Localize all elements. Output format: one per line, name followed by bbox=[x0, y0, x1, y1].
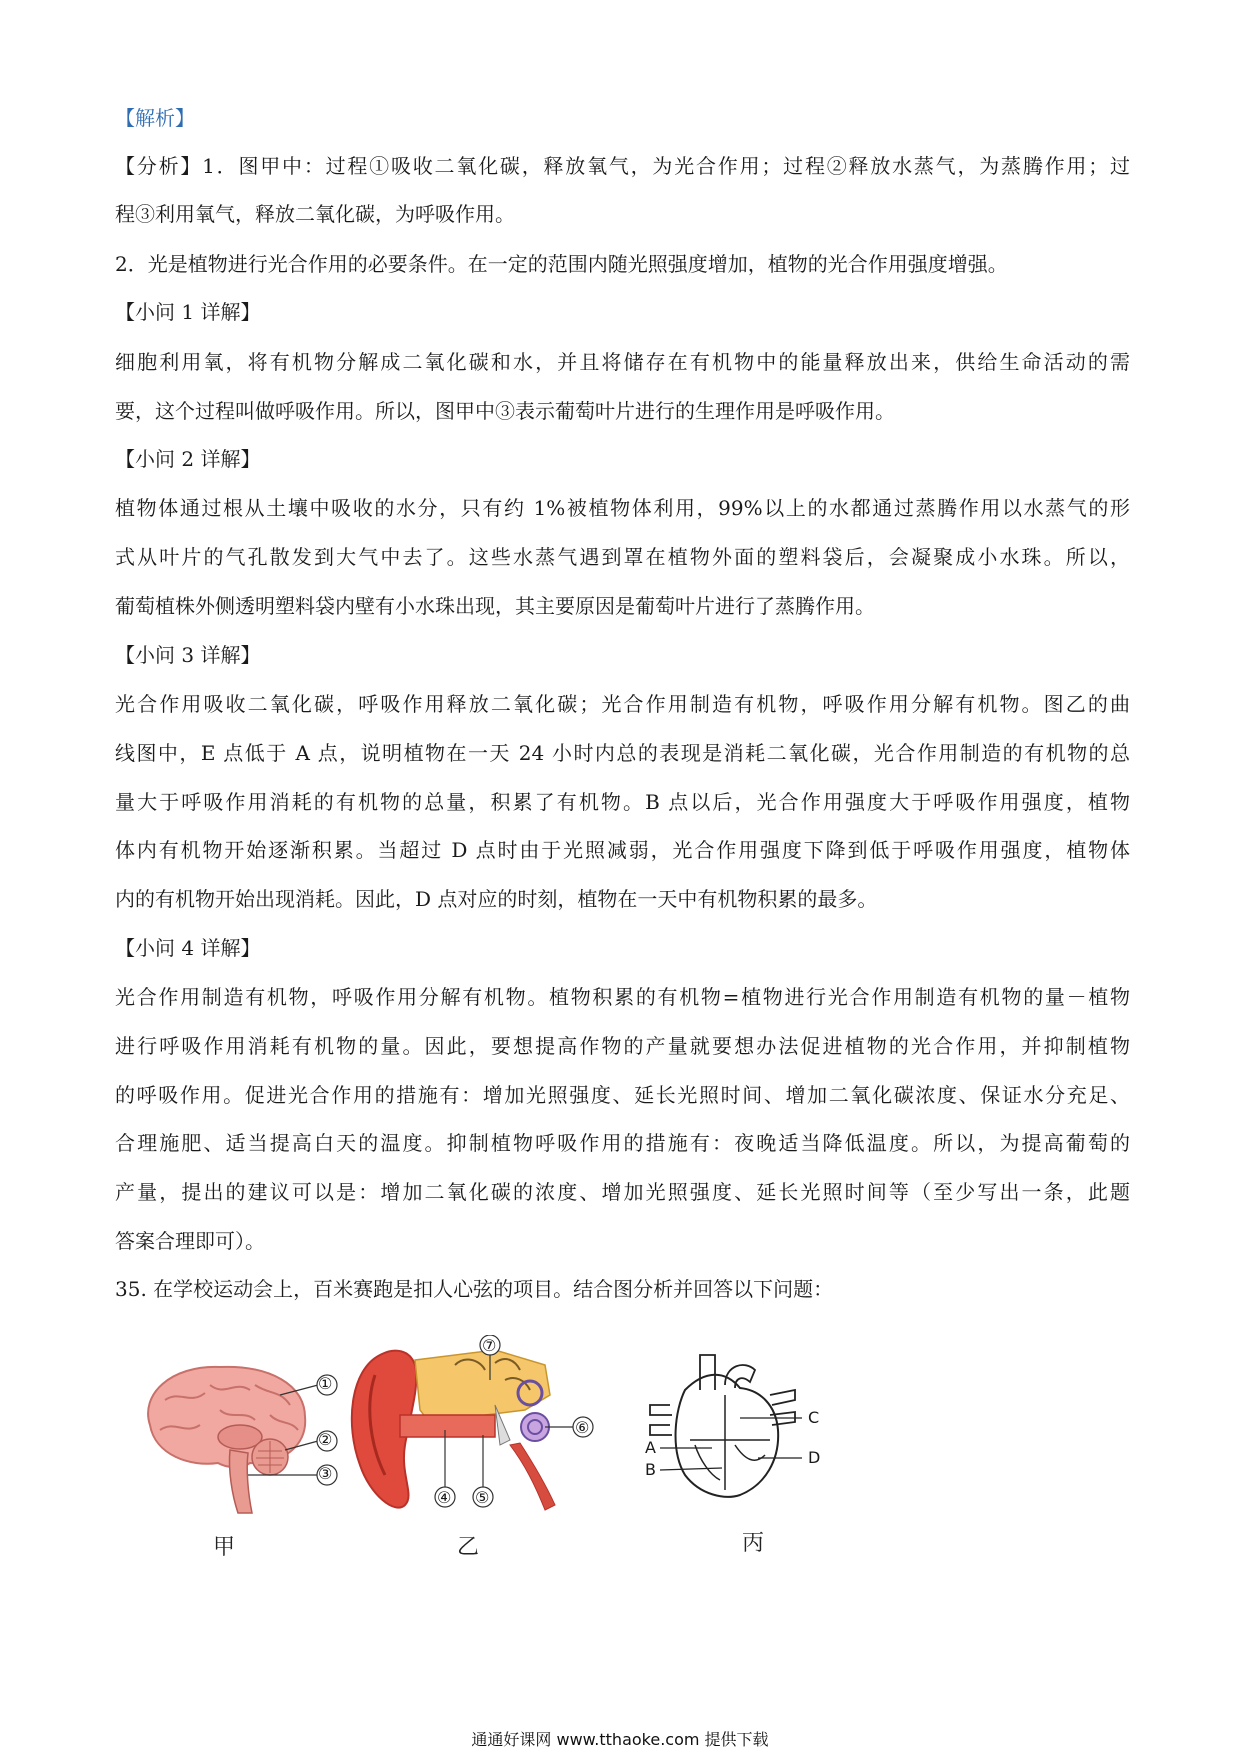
q2-line-3: 葡萄植株外侧透明塑料袋内壁有小水珠出现，其主要原因是葡萄叶片进行了蒸腾作用。 bbox=[115, 594, 875, 618]
q2-line-1: 植物体通过根从土壤中吸收的水分，只有约 1%被植物体利用，99%以上的水都通过蒸腾作用以水蒸气的形 bbox=[115, 496, 1130, 520]
q4-line-1: 光合作用制造有机物，呼吸作用分解有机物。植物积累的有机物=植物进行光合作用制造有机物的量－植物 bbox=[115, 985, 1130, 1009]
analysis-line-1: 【分析】1．图甲中：过程①吸收二氧化碳，释放氧气，为光合作用；过程②释放水蒸气，为蒸腾作用；过 bbox=[115, 154, 1130, 178]
heart-figure bbox=[630, 1350, 850, 1520]
q4-line-6: 答案合理即可）。 bbox=[115, 1229, 265, 1253]
ear-label-5: ⑤ bbox=[475, 1488, 490, 1507]
figure-caption-bing: 丙 bbox=[742, 1531, 765, 1556]
q4-line-4: 合理施肥、适当提高白天的温度。抑制植物呼吸作用的措施有：夜晚适当降低温度。所以，为提高葡萄的 bbox=[115, 1131, 1130, 1155]
q2-line-2: 式从叶片的气孔散发到大气中去了。这些水蒸气遇到罩在植物外面的塑料袋后，会凝聚成小水珠。所以， bbox=[115, 545, 1130, 569]
figure-caption-jia: 甲 bbox=[213, 1535, 236, 1560]
q3-line-1: 光合作用吸收二氧化碳，呼吸作用释放二氧化碳；光合作用制造有机物，呼吸作用分解有机物。图乙的曲 bbox=[115, 692, 1130, 716]
q3-heading: 【小问 3 详解】 bbox=[115, 643, 261, 667]
q4-line-5: 产量，提出的建议可以是：增加二氧化碳的浓度、增加光照强度、延长光照时间等（至少写出一条，此题 bbox=[115, 1180, 1130, 1204]
q1-line-1: 细胞利用氧，将有机物分解成二氧化碳和水，并且将储存在有机物中的能量释放出来，供给生命活动的需 bbox=[115, 350, 1130, 374]
question-35: 35. 在学校运动会上，百米赛跑是扣人心弦的项目。结合图分析并回答以下问题： bbox=[115, 1277, 834, 1301]
analysis-line-2: 程③利用氧气，释放二氧化碳，为呼吸作用。 bbox=[115, 202, 515, 226]
heart-label-c: C bbox=[808, 1408, 820, 1427]
figure-caption-yi: 乙 bbox=[457, 1535, 480, 1560]
section-heading: 【解析】 bbox=[115, 106, 195, 130]
q4-line-3: 的呼吸作用。促进光合作用的措施有：增加光照强度、延长光照时间、增加二氧化碳浓度、保证水分充足、 bbox=[115, 1083, 1130, 1107]
q4-line-2: 进行呼吸作用消耗有机物的量。因此，要想提高作物的产量就要想办法促进植物的光合作用，并抑制植物 bbox=[115, 1034, 1130, 1058]
q3-line-4: 体内有机物开始逐渐积累。当超过 D 点时由于光照减弱，光合作用强度下降到低于呼吸作用强度，植物体 bbox=[115, 838, 1130, 862]
brain-figure bbox=[130, 1355, 340, 1515]
q3-line-3: 量大于呼吸作用消耗的有机物的总量，积累了有机物。B 点以后，光合作用强度大于呼吸作用强度，植物 bbox=[115, 790, 1130, 814]
q3-line-2: 线图中，E 点低于 A 点，说明植物在一天 24 小时内总的表现是消耗二氧化碳，光合作用制造的有机物的总 bbox=[115, 741, 1130, 765]
q4-heading: 【小问 4 详解】 bbox=[115, 936, 261, 960]
heart-label-a: A bbox=[645, 1438, 656, 1457]
ear-label-4: ④ bbox=[437, 1488, 452, 1507]
heart-label-d: D bbox=[808, 1448, 821, 1467]
brain-label-1: ① bbox=[318, 1374, 333, 1393]
q1-heading: 【小问 1 详解】 bbox=[115, 300, 261, 324]
q1-line-2: 要，这个过程叫做呼吸作用。所以，图甲中③表示葡萄叶片进行的生理作用是呼吸作用。 bbox=[115, 399, 895, 423]
ear-label-7: ⑦ bbox=[482, 1336, 497, 1355]
page-footer: 通通好课网 www.tthaoke.com 提供下载 bbox=[471, 1730, 769, 1749]
heart-label-b: B bbox=[645, 1460, 656, 1479]
ear-label-6: ⑥ bbox=[575, 1418, 590, 1437]
brain-label-3: ③ bbox=[318, 1464, 333, 1483]
q3-line-5: 内的有机物开始出现消耗。因此，D 点对应的时刻，植物在一天中有机物积累的最多。 bbox=[115, 887, 878, 911]
analysis-line-3: 2．光是植物进行光合作用的必要条件。在一定的范围内随光照强度增加，植物的光合作用强度增强。 bbox=[115, 252, 1008, 276]
brain-label-2: ② bbox=[318, 1430, 333, 1449]
q2-heading: 【小问 2 详解】 bbox=[115, 447, 261, 471]
